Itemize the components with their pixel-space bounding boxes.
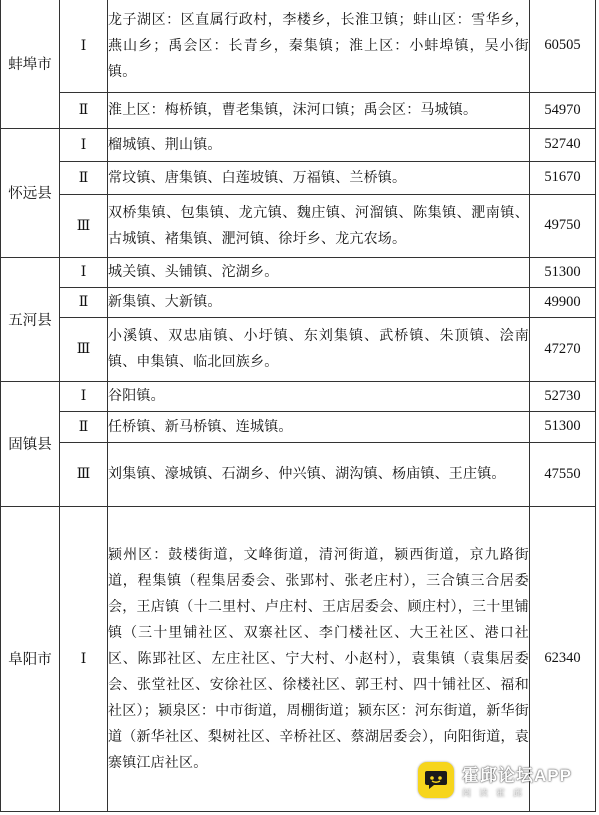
grade-cell: Ⅰ xyxy=(60,506,108,811)
standard-cell: 49750 xyxy=(530,194,596,257)
table-row xyxy=(1,381,596,411)
standard-cell: 52740 xyxy=(530,128,596,161)
grade-cell: Ⅲ xyxy=(60,317,108,381)
standard-cell: 52730 xyxy=(530,381,596,411)
areas-cell: 淮上区：梅桥镇，曹老集镇，沫河口镇；禹会区：马城镇。 xyxy=(108,92,530,128)
watermark-title: 霍邱论坛APP xyxy=(462,766,572,785)
city-cell: 怀远县 xyxy=(1,128,60,257)
grade-cell: Ⅱ xyxy=(60,92,108,128)
table-row xyxy=(1,287,596,317)
standard-cell: 47550 xyxy=(530,442,596,506)
areas-cell: 常坟镇、唐集镇、白莲坡镇、万福镇、兰桥镇。 xyxy=(108,161,530,194)
areas-cell: 小溪镇、双忠庙镇、小圩镇、东刘集镇、武桥镇、朱顶镇、浍南镇、申集镇、临北回族乡。 xyxy=(108,317,530,381)
watermark-subtitle: 阅读霍邱 xyxy=(462,788,531,798)
grade-cell: Ⅰ xyxy=(60,381,108,411)
table-row xyxy=(1,128,596,161)
city-cell: 固镇县 xyxy=(1,381,60,506)
areas-cell: 刘集镇、濠城镇、石湖乡、仲兴镇、湖沟镇、杨庙镇、王庄镇。 xyxy=(108,442,530,506)
city-cell: 蚌埠市 xyxy=(1,0,60,128)
standard-cell: 51300 xyxy=(530,411,596,442)
table-row xyxy=(1,0,596,92)
grade-cell: Ⅰ xyxy=(60,257,108,287)
grade-cell: Ⅱ xyxy=(60,287,108,317)
city-cell: 五河县 xyxy=(1,257,60,381)
standard-cell: 62340 xyxy=(530,506,596,811)
chat-bubble-icon xyxy=(418,762,454,798)
areas-cell: 新集镇、大新镇。 xyxy=(108,287,530,317)
standard-cell: 54970 xyxy=(530,92,596,128)
table-row xyxy=(1,442,596,506)
app-watermark xyxy=(418,758,590,802)
grade-cell: Ⅲ xyxy=(60,442,108,506)
areas-cell: 双桥集镇、包集镇、龙亢镇、魏庄镇、河溜镇、陈集镇、淝南镇、古城镇、褚集镇、淝河镇、徐圩乡、龙亢农场。 xyxy=(108,194,530,257)
grade-cell: Ⅰ xyxy=(60,0,108,92)
standard-cell: 51300 xyxy=(530,257,596,287)
table-row xyxy=(1,194,596,257)
areas-cell: 城关镇、头铺镇、沱湖乡。 xyxy=(108,257,530,287)
grade-cell: Ⅱ xyxy=(60,161,108,194)
table-row xyxy=(1,92,596,128)
grade-cell: Ⅱ xyxy=(60,411,108,442)
grade-cell: Ⅰ xyxy=(60,128,108,161)
areas-cell: 龙子湖区：区直属行政村，李楼乡，长淮卫镇；蚌山区：雪华乡，燕山乡；禹会区：长青乡，秦集镇；淮上区：小蚌埠镇，吴小街镇。 xyxy=(108,0,530,92)
table-row xyxy=(1,317,596,381)
areas-cell: 榴城镇、荆山镇。 xyxy=(108,128,530,161)
table-row xyxy=(1,257,596,287)
areas-cell: 谷阳镇。 xyxy=(108,381,530,411)
standard-cell: 49900 xyxy=(530,287,596,317)
standard-cell: 47270 xyxy=(530,317,596,381)
city-cell: 阜阳市 xyxy=(1,506,60,811)
table-row xyxy=(1,411,596,442)
table-row xyxy=(1,161,596,194)
standard-cell: 51670 xyxy=(530,161,596,194)
standard-cell: 60505 xyxy=(530,0,596,92)
grade-cell: Ⅲ xyxy=(60,194,108,257)
areas-cell: 颍州区：鼓楼街道，文峰街道，清河街道，颍西街道，京九路街道，程集镇（程集居委会、张郢村、张老庄村），三合镇三合居委会，王店镇（十二里村、卢庄村、王店居委会、顾庄村），三十里铺镇（三十里铺社区、双寨社区、李门楼社区、大王社区、港口社区、陈郢社区、左庄社区、宁大村、小赵村），袁集镇（袁集居委会、张堂社区、安徐社区、徐楼社区、郭王村、四十铺社区、福和社区）；颍泉区：中市街道，周棚街道；颍东区：河东街道，新华街道（新华社区、梨树社区、辛桥社区、蔡湖居委会），向阳街道，袁寨镇江店社区。 xyxy=(108,506,530,811)
areas-cell: 任桥镇、新马桥镇、连城镇。 xyxy=(108,411,530,442)
